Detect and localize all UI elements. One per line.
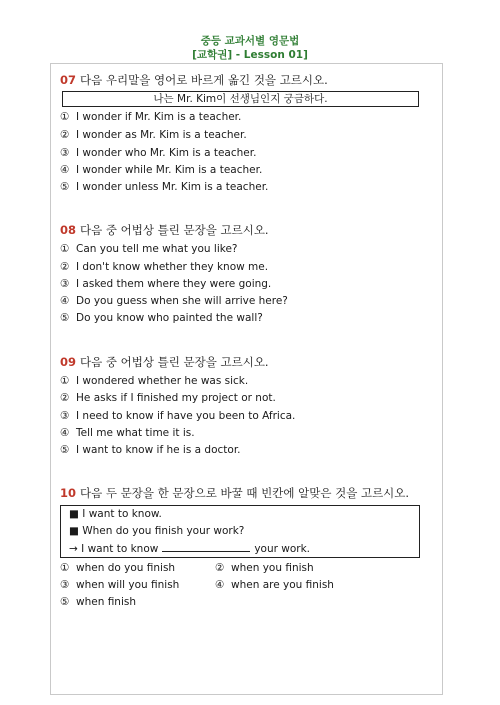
korean-sentence-box: 나는 Mr. Kim이 선생님인지 궁금하다. [62, 91, 419, 107]
option-text: I wonder unless Mr. Kim is a teacher. [76, 181, 269, 193]
option-number: ② [60, 129, 70, 141]
document-title: 중등 교과서별 영문법 [200, 35, 300, 47]
option-text: I don't know whether they know me. [76, 261, 269, 273]
option-text: He asks if I finished my project or not. [76, 392, 276, 404]
document-subtitle: [교학권] - Lesson 01] [192, 49, 308, 61]
option-text: I wonder while Mr. Kim is a teacher. [76, 164, 263, 176]
option-text: Tell me what time it is. [76, 427, 195, 439]
option-number: ① [60, 375, 70, 387]
option-text: Do you guess when she will arrive here? [76, 295, 288, 307]
option-number: ③ [60, 147, 70, 159]
question-number: 09 [60, 355, 77, 369]
option-number: ⑤ [60, 444, 70, 456]
option-number: ① [60, 562, 70, 574]
question-text: 다음 중 어법상 틀린 문장을 고르시오. [80, 355, 269, 369]
option-text: Do you know who painted the wall? [76, 312, 263, 324]
sentence-combine-box [60, 505, 420, 558]
option-text: I need to know if have you been to Africa. [76, 410, 296, 422]
option-text: I asked them where they were going. [76, 278, 272, 290]
option-08-1[interactable] [60, 243, 238, 255]
option-number: ① [60, 243, 70, 255]
option-09-5[interactable] [60, 444, 241, 456]
question-text: 다음 두 문장을 한 문장으로 바꿀 때 빈칸에 알맞은 것을 고르시오. [80, 486, 410, 500]
option-number: ② [60, 392, 70, 404]
option-number: ④ [215, 579, 225, 591]
box-line-1: ■ I want to know. [69, 508, 162, 520]
option-text: when are you finish [231, 579, 334, 591]
box-line-3-end: your work. [254, 543, 311, 555]
option-07-3[interactable] [60, 147, 256, 159]
option-number: ④ [60, 164, 70, 176]
option-number: ⑤ [60, 181, 70, 193]
option-text: I wonder who Mr. Kim is a teacher. [76, 147, 257, 159]
option-09-1[interactable] [60, 375, 248, 387]
option-09-3[interactable] [60, 410, 295, 422]
question-10 [60, 485, 409, 501]
option-09-4[interactable] [60, 427, 195, 439]
option-10-1[interactable] [60, 562, 175, 574]
option-number: ③ [60, 278, 70, 290]
option-08-5[interactable] [60, 312, 263, 324]
option-07-4[interactable] [60, 164, 262, 176]
option-10-4[interactable] [215, 579, 334, 591]
option-text: I wonder as Mr. Kim is a teacher. [76, 129, 247, 141]
option-text: when will you finish [76, 579, 180, 591]
option-number: ③ [60, 579, 70, 591]
option-text: when you finish [231, 562, 314, 574]
option-07-2[interactable] [60, 129, 247, 141]
answer-blank [162, 542, 250, 552]
option-10-2[interactable] [215, 562, 314, 574]
question-number: 07 [60, 73, 77, 87]
question-09 [60, 354, 269, 370]
option-10-5[interactable] [60, 596, 136, 608]
option-08-4[interactable] [60, 295, 288, 307]
option-text: I wondered whether he was sick. [76, 375, 249, 387]
question-text: 다음 중 어법상 틀린 문장을 고르시오. [80, 223, 269, 237]
option-10-3[interactable] [60, 579, 179, 591]
question-07 [60, 72, 328, 88]
option-text: I wonder if Mr. Kim is a teacher. [76, 111, 242, 123]
option-number: ⑤ [60, 312, 70, 324]
question-number: 10 [60, 486, 77, 500]
box-line-3 [69, 542, 310, 555]
option-number: ③ [60, 410, 70, 422]
box-line-2: ■ When do you finish your work? [69, 525, 245, 537]
question-number: 08 [60, 223, 77, 237]
option-08-2[interactable] [60, 261, 268, 273]
option-text: when finish [76, 596, 137, 608]
option-number: ② [215, 562, 225, 574]
question-08 [60, 222, 269, 238]
option-text: Can you tell me what you like? [76, 243, 238, 255]
option-07-5[interactable] [60, 181, 268, 193]
option-number: ④ [60, 295, 70, 307]
option-number: ④ [60, 427, 70, 439]
option-text: I want to know if he is a doctor. [76, 444, 241, 456]
option-number: ① [60, 111, 70, 123]
option-07-1[interactable] [60, 111, 241, 123]
option-number: ② [60, 261, 70, 273]
option-08-3[interactable] [60, 278, 271, 290]
option-text: when do you finish [76, 562, 176, 574]
box-line-3-start: → I want to know [69, 543, 159, 555]
question-text: 다음 우리말을 영어로 바르게 옮긴 것을 고르시오. [80, 73, 328, 87]
option-number: ⑤ [60, 596, 70, 608]
option-09-2[interactable] [60, 392, 276, 404]
